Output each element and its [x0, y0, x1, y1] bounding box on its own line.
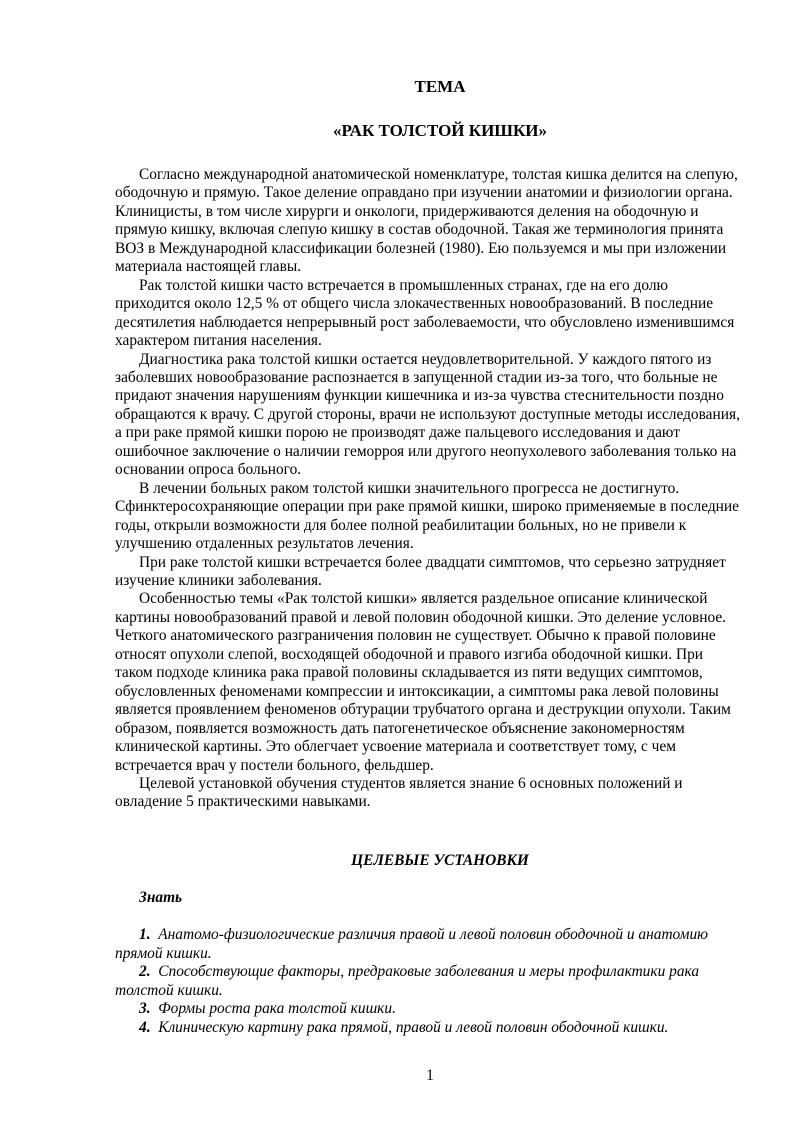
know-label: Знать: [139, 889, 183, 906]
paragraph: Особенностью темы «Рак толстой кишки» является раздельное описание клинической картины новообразований правой и левой половин ободочной кишки. Это деление условное. Четкого анатомического разграничения половин не существует. Обычно к правой половине относят опухоли слепой, восходящей ободочной и правого изгиба ободочной кишки. При таком подходе клиника рака правой половины складывается из пяти ведущих симптомов, обусловленных феноменами компрессии и интоксикации, а симптомы рака левой половины является проявлением феноменов обтурации трубчатого органа и деструкции опухоли. Таким образом, появляется возможность дать патогенетическое объяснение закономерностям клинической картины. Это облегчает усвоение материала и соответствует тому, с чем встречается врач у постели больного, фельдшер.: [115, 590, 731, 774]
list-item-text: Формы роста рака толстой кишки.: [158, 1000, 396, 1017]
paragraph: При раке толстой кишки встречается более двадцати симптомов, что серьезно затрудняет изучение клиники заболевания.: [115, 553, 726, 589]
list-item-number: 4.: [139, 1018, 151, 1036]
paragraph: Рак толстой кишки часто встречается в промышленных странах, где на его долю приходится около 12,5 % от общего числа злокачественных новообразований. В последние десятилетия наблюдается непрерывный рост заболеваемости, что обусловлено изменившимся характером питания населения.: [115, 276, 735, 350]
know-list: [115, 926, 743, 1037]
list-item-text: Способствующие факторы, предраковые заболевания и меры профилактики рака толстой кишки.: [115, 963, 700, 999]
list-item-number: 3.: [139, 1000, 151, 1017]
paragraph: В лечении больных раком толстой кишки значительного прогресса не достигнуто. Сфинктеросохраняющие операции при раке прямой кишки, широко применяемые в последние годы, открыли возможности для более полной реабилитации больных, но не привели к улучшению отдаленных результатов лечения.: [115, 479, 739, 553]
list-item-text: Клиническую картину рака прямой, правой и левой половин ободочной кишки.: [158, 1018, 669, 1036]
list-item: [115, 1000, 743, 1019]
list-item: [115, 1019, 743, 1038]
section-title: ЦЕЛЕВЫЕ УСТАНОВКИ: [351, 852, 529, 869]
paragraph: Диагностика рака толстой кишки остается неудовлетворительной. У каждого пятого из заболевших новообразование распознается в запущенной стадии из-за того, что больные не придают значения нарушениям функции кишечника и из-за чувства стеснительности поздно обращаются к врачу. С другой стороны, врачи не используют доступные методы исследования, а при раке прямой кишки порою не производят даже пальцевого исследования и дают ошибочное заключение о наличии геморроя или другого неопухолевого заболевания только на основании опроса больного.: [115, 350, 740, 479]
list-item-number: 1.: [139, 926, 151, 943]
topic-title: «РАК ТОЛСТОЙ КИШКИ»: [332, 121, 548, 140]
list-item-text: Анатомо-физиологические различия правой и левой половин ободочной и анатомию прямой кишки.: [115, 926, 709, 962]
paragraph: Целевой установкой обучения студентов является знание 6 основных положений и овладение 5 практическими навыками.: [115, 774, 683, 811]
list-item: [115, 926, 743, 963]
page-number: 1: [426, 1067, 434, 1084]
list-item: [115, 963, 743, 1000]
body-text: [115, 166, 743, 812]
list-item-number: 2.: [139, 963, 151, 980]
heading: ТЕМА: [414, 77, 466, 96]
paragraph: Согласно международной анатомической номенклатуре, толстая кишка делится на слепую, ободочную и прямую. Такое деление оправдано при изучении анатомии и физиологии органа. Клиницисты, в том числе хирурги и онкологи, придерживаются деления на ободочную и прямую кишку, включая слепую кишку в состав ободочной. Такая же терминология принята ВОЗ в Международной классификации болезней (1980). Ею пользуемся и мы при изложении материала настоящей главы.: [115, 166, 738, 276]
